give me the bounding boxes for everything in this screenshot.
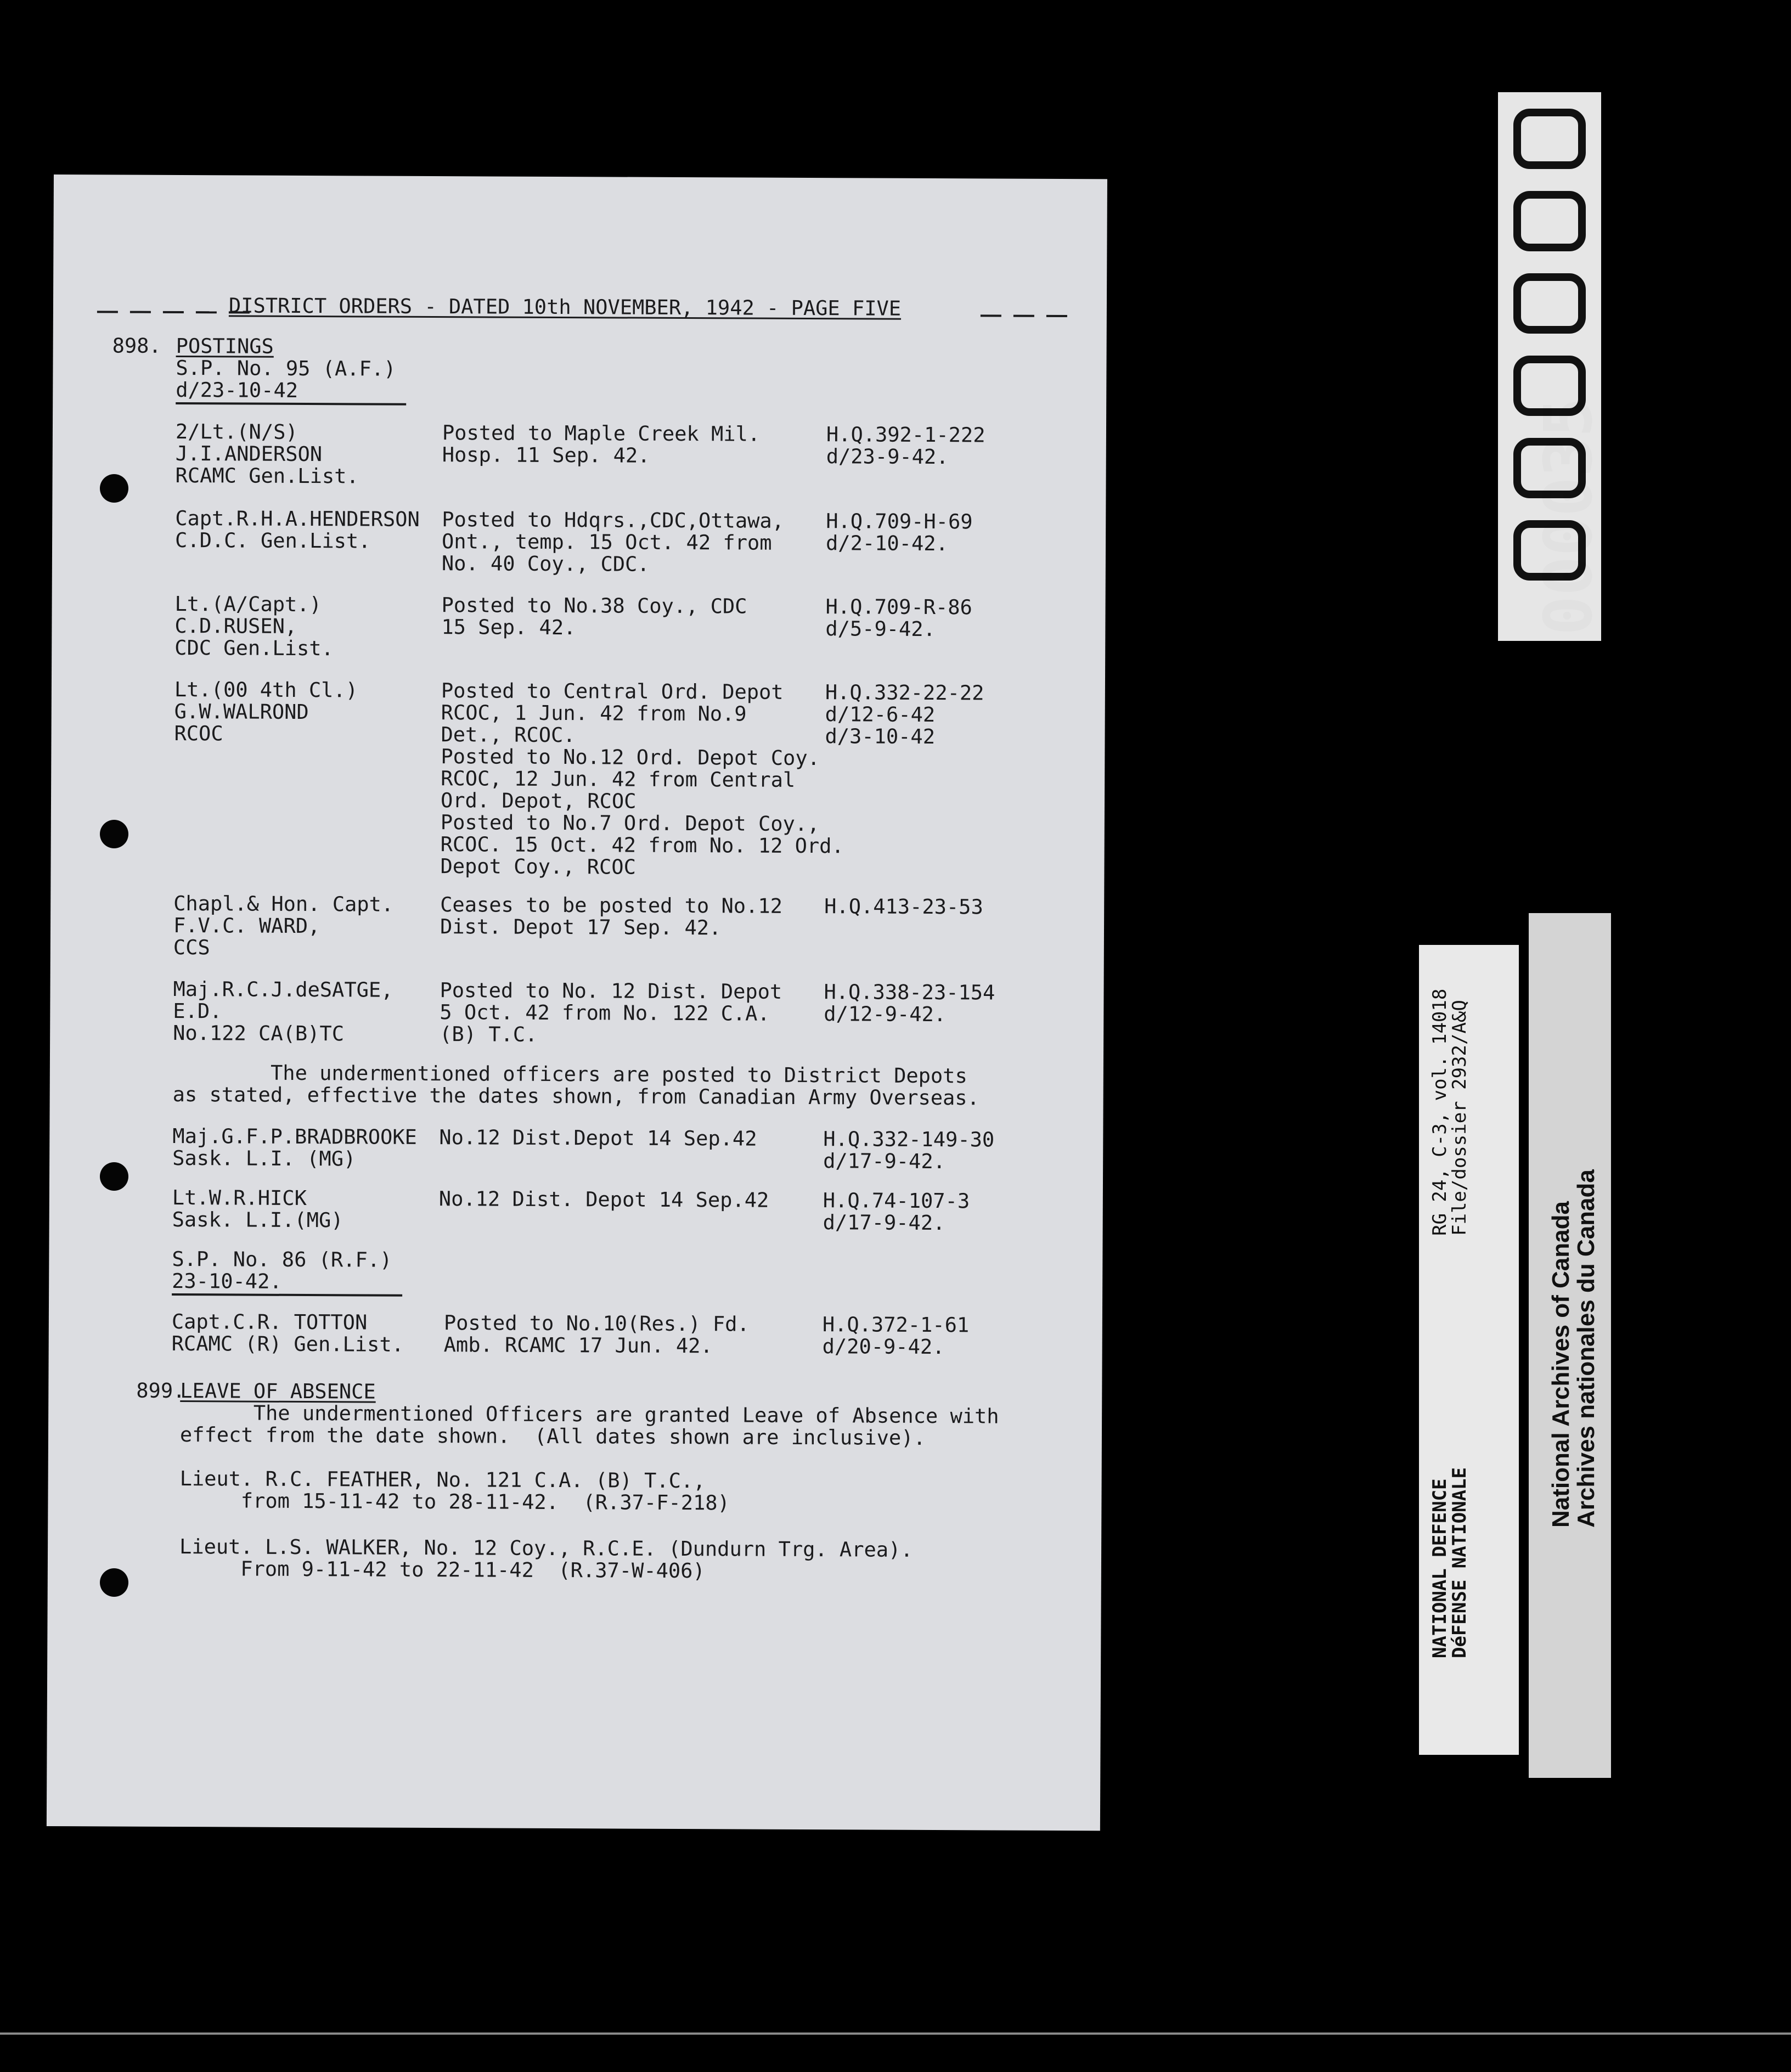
entry-officer: Capt.R.H.A.HENDERSON C.D.C. Gen.List. [175, 506, 420, 553]
sp2-date: 23-10-42. [172, 1269, 282, 1293]
archive-reference-label [1419, 945, 1519, 1755]
entry-officer: Lt.W.R.HICK Sask. L.I.(MG) [172, 1185, 343, 1232]
entry-posting: Posted to No.10(Res.) Fd. Amb. RCAMC 17 Jun. 42. [443, 1311, 750, 1358]
rule [172, 1293, 402, 1297]
header-dash [1046, 315, 1067, 317]
document-page [47, 174, 1107, 1831]
frame-number-strip [1498, 92, 1601, 641]
entry-officer: Chapl.& Hon. Capt. F.V.C. WARD, CCS [173, 891, 394, 960]
department-name: NATIONAL DEFENCE DéFENSE NATIONALE [1429, 1467, 1471, 1658]
header-dash [130, 311, 151, 313]
header-dash [97, 311, 118, 313]
entry-ref: H.Q.709-H-69 d/2-10-42. [825, 509, 973, 556]
punch-hole [100, 1162, 128, 1191]
sp2-line: S.P. No. 86 (R.F.) [172, 1247, 392, 1272]
frame-number [1536, 398, 1602, 635]
header-dash [196, 311, 217, 313]
archive-reference: RG 24, C-3, vol. 14018 File/dossier 2932/A&Q [1429, 988, 1471, 1236]
archives-institution-label [1529, 913, 1611, 1778]
rule [176, 402, 406, 406]
entry-ref: H.Q.709-R-86 d/5-9-42. [825, 595, 972, 641]
section-number-899: 899. [136, 1378, 185, 1403]
entry-ref: H.Q.332-22-22 d/12-6-42 d/3-10-42 [825, 680, 984, 749]
entry-posting: Ceases to be posted to No.12 Dist. Depot 17 Sep. 42. [440, 893, 783, 940]
section-heading-postings: POSTINGS [176, 334, 274, 358]
entry-posting: Posted to No. 12 Dist. Depot 5 Oct. 42 from No. 122 C.A. (B) T.C. [440, 978, 782, 1046]
entry-officer: Lt.(A/Capt.) C.D.RUSEN, CDC Gen.List. [174, 592, 334, 661]
header-dash [981, 314, 1001, 317]
frame-digit [1513, 109, 1586, 169]
entry-officer: Lt.(00 4th Cl.) G.W.WALROND RCOC [174, 677, 358, 746]
header-dash [163, 311, 184, 313]
overseas-paragraph: The undermentioned officers are posted to District Depots as stated, effective the dates shown, from Canadian Army Overseas. [172, 1060, 979, 1110]
section-number-898: 898. [112, 334, 161, 358]
entry-posting: Posted to Maple Creek Mil. Hosp. 11 Sep. 42. [442, 421, 761, 468]
punch-hole [100, 474, 128, 503]
entry-ref: H.Q.74-107-3 d/17-9-42. [823, 1189, 970, 1235]
entry-ref: H.Q.413-23-53 [824, 894, 983, 919]
entry-officer: Maj.R.C.J.deSATGE, E.D. No.122 CA(B)TC [173, 977, 393, 1046]
frame-digit [1513, 191, 1586, 251]
entry-posting: No.12 Dist.Depot 14 Sep.42 [439, 1125, 757, 1151]
entry-posting: Posted to Central Ord. Depot RCOC, 1 Jun. 42 from No.9 Det., RCOC. Posted to No.12 Ord. Depot Coy. RCOC, 12 Jun. 42 from Central Ord. Depot, RCOC Posted to No.7 Ord. Depot Coy., RCOC. 15 Oct. 42 from No. 12 Ord. Depot Coy., RCOC [440, 679, 844, 879]
sp-line: S.P. No. 95 (A.F.) [176, 356, 396, 381]
entry-posting: Posted to No.38 Coy., CDC 15 Sep. 42. [441, 593, 747, 640]
leave-entry: Lieut. L.S. WALKER, No. 12 Coy., R.C.E. (Dundurn Trg. Area). From 9-11-42 to 22-11-42 (R.37-W-406) [179, 1535, 913, 1583]
frame-digit [1513, 273, 1586, 334]
leave-paragraph: The undermentioned Officers are granted Leave of Absence with effect from the date shown. (All dates shown are inclusive). [179, 1401, 999, 1450]
entry-officer: Capt.C.R. TOTTON RCAMC (R) Gen.List. [171, 1309, 404, 1356]
entry-officer: 2/Lt.(N/S) J.I.ANDERSON RCAMC Gen.List. [175, 419, 359, 488]
punch-hole [100, 1568, 128, 1597]
header-dash [1013, 315, 1034, 317]
institution-name: National Archives of Canada Archives nationales du Canada [1547, 1169, 1599, 1528]
entry-ref: H.Q.392-1-222 d/23-9-42. [826, 423, 985, 469]
punch-hole [100, 820, 128, 848]
entry-posting: No.12 Dist. Depot 14 Sep.42 [438, 1187, 769, 1212]
entry-ref: H.Q.332-149-30 d/17-9-42. [823, 1127, 995, 1174]
entry-posting: Posted to Hdqrs.,CDC,Ottawa, Ont., temp. 15 Oct. 42 from No. 40 Coy., CDC. [441, 508, 785, 576]
leave-entry: Lieut. R.C. FEATHER, No. 121 C.A. (B) T.C., from 15-11-42 to 28-11-42. (R.37-F-218) [179, 1467, 730, 1515]
film-edge [0, 2032, 1791, 2035]
page-title: DISTRICT ORDERS - DATED 10th NOVEMBER, 1942 - PAGE FIVE [228, 294, 902, 320]
entry-ref: H.Q.372-1-61 d/20-9-42. [822, 1313, 970, 1359]
entry-ref: H.Q.338-23-154 d/12-9-42. [824, 980, 995, 1027]
entry-officer: Maj.G.F.P.BRADBROOKE Sask. L.I. (MG) [172, 1124, 417, 1171]
section-heading-leave: LEAVE OF ABSENCE [180, 1379, 376, 1404]
sp-date: d/23-10-42 [176, 378, 298, 402]
